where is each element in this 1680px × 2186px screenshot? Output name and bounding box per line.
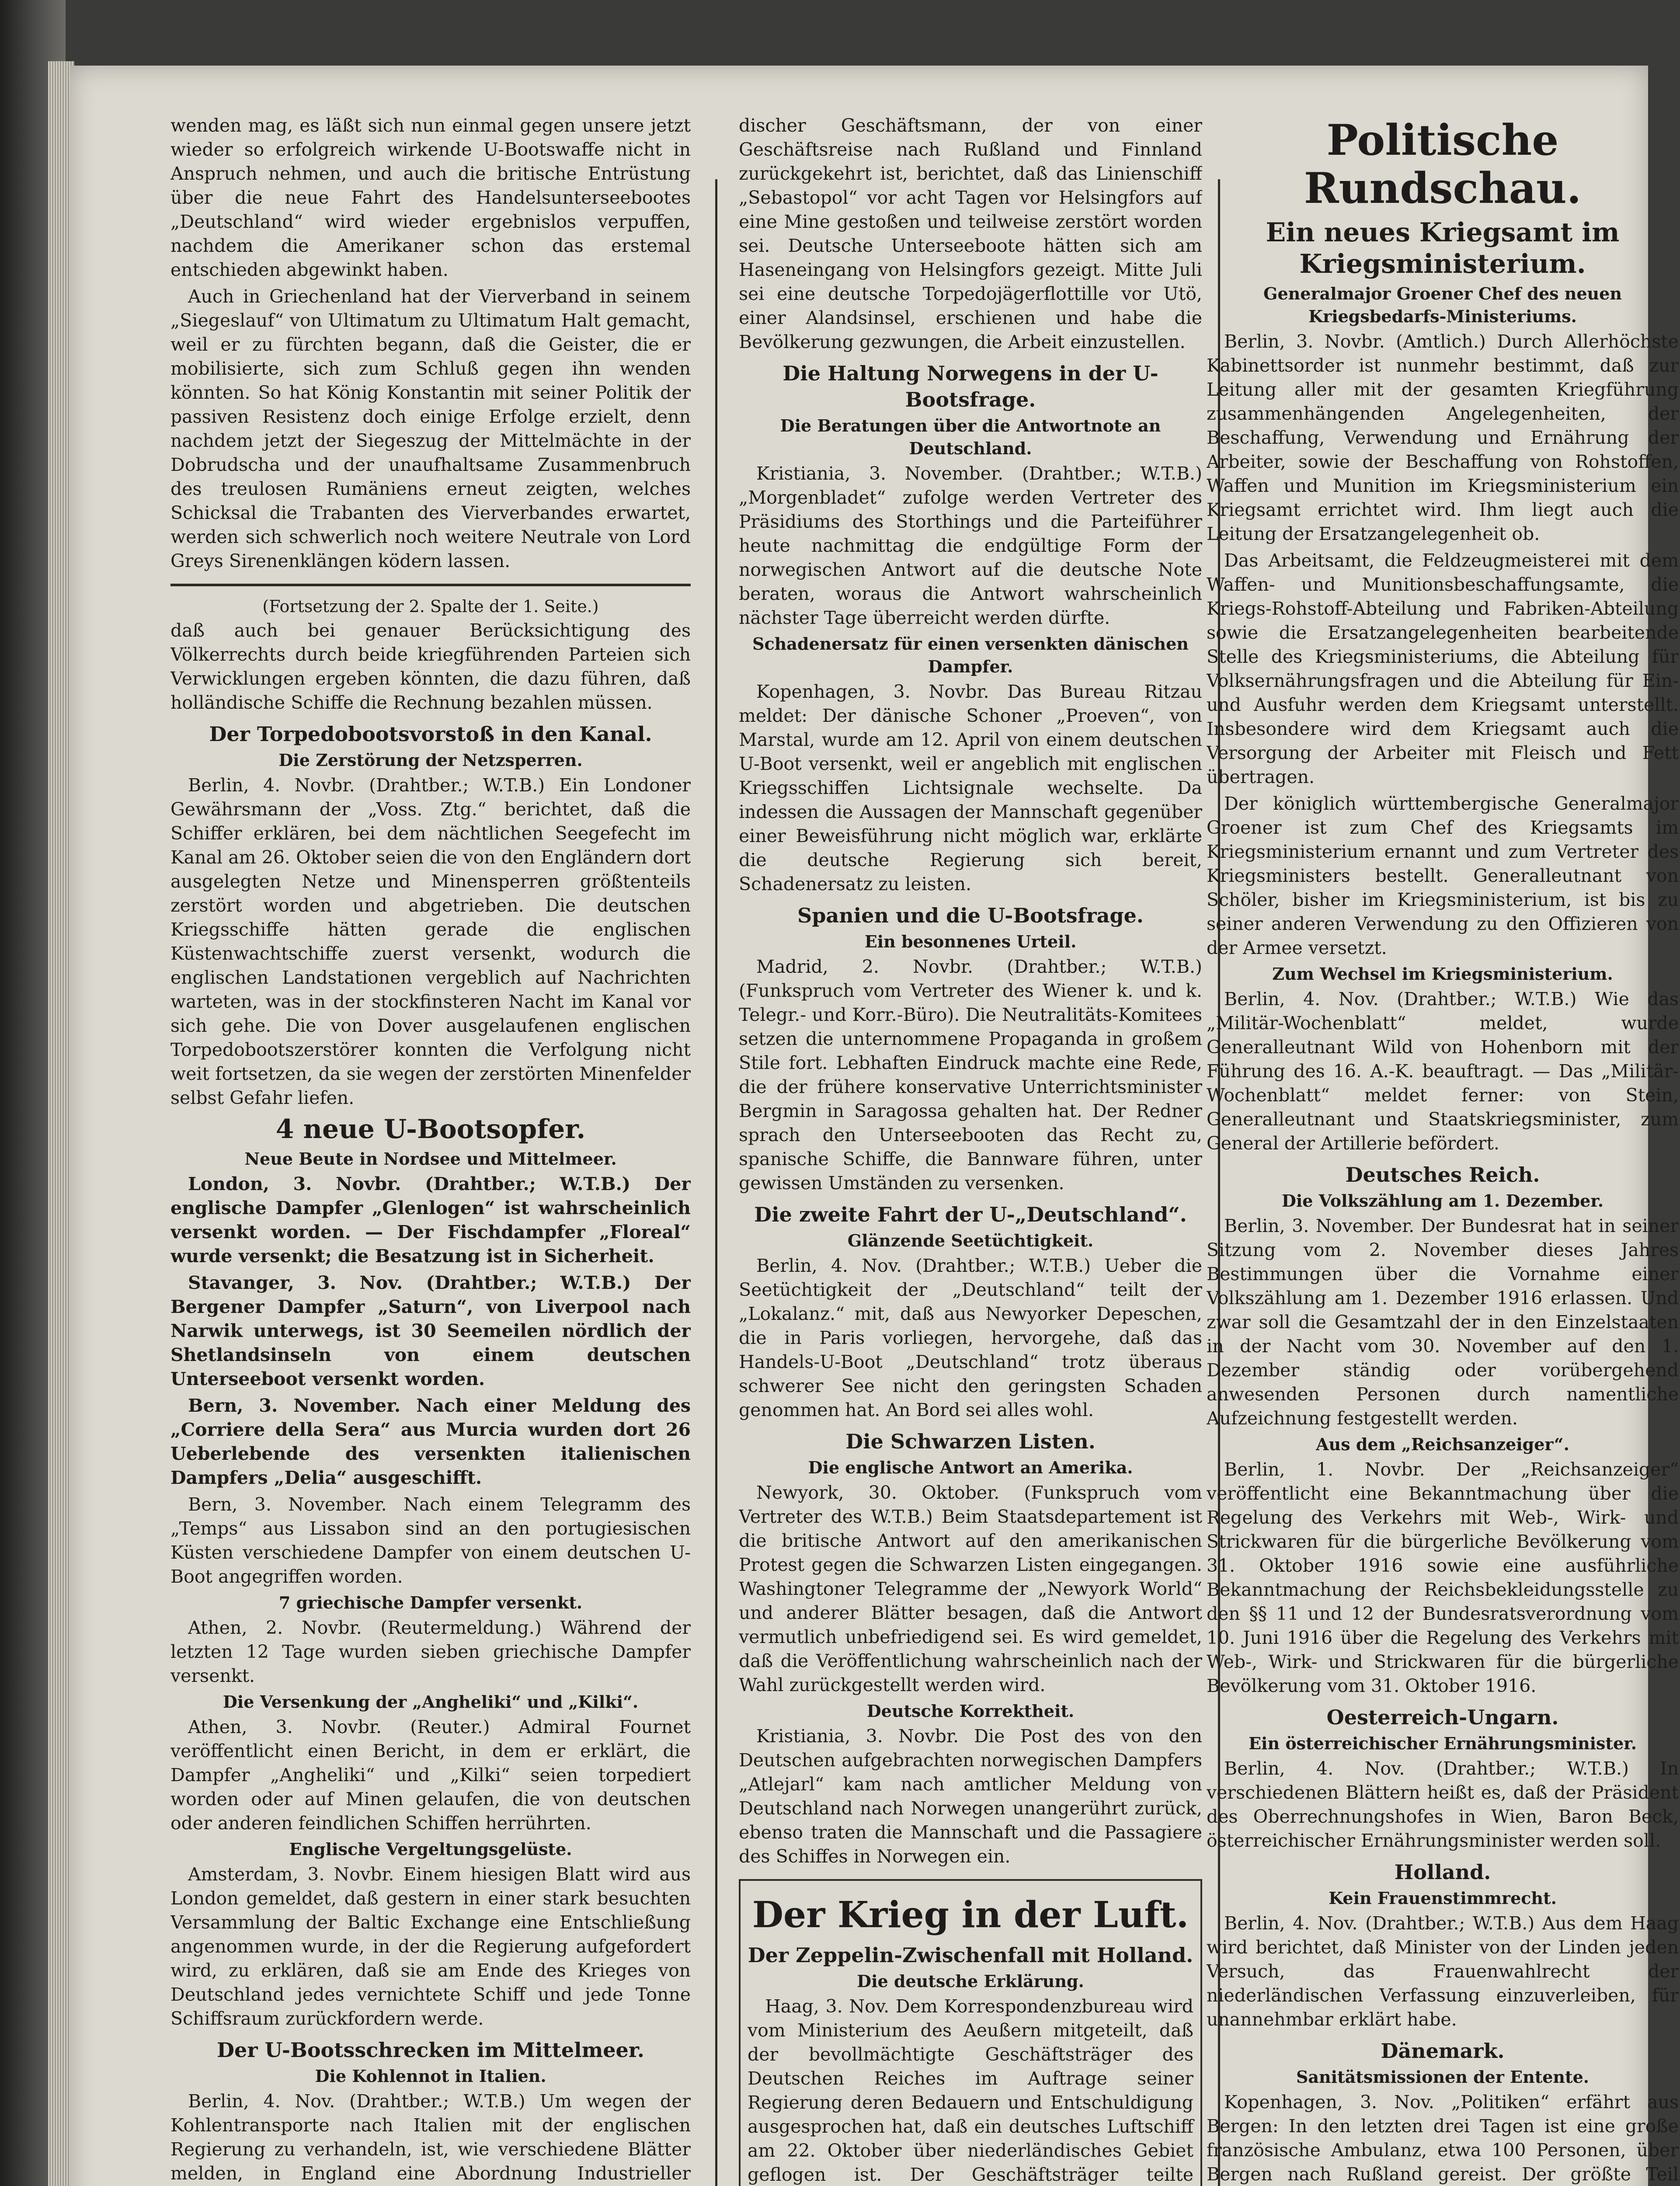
- paragraph: Amsterdam, 3. Novbr. Einem hiesigen Blatt wird aus London gemeldet, daß gestern in einer stark besuchten Versammlung der Baltic Exchange eine Entschließung angenommen wurde, in der die Regierung aufgefordert wird, zu erklären, daß sie am Ende des Krieges von Deutschland jedes vernichtete Schiff und jede Tonne Schiffsraum zurückfordern werde.: [170, 1864, 691, 2029]
- column-right: [1207, 114, 1679, 2186]
- paragraph: Haag, 3. Nov. Dem Korrespondenzbureau wird vom Ministerium des Aeußern mitgeteilt, daß der bevollmächtigte Geschäftsträger des Deutschen Reiches im Auftrage seiner Regierung deren Bedauern und Entschuldigung ausgesprochen hat, daß ein deutsches Luftschiff am 22. Oktober über niederländisches Gebiet geflogen ist. Der Geschäftsträger teilte: [748, 1996, 1193, 2185]
- article-subheadline: Glänzende Seetüchtigkeit.: [847, 1231, 1094, 1250]
- article-subheadline: Die deutsche Erklärung.: [857, 1971, 1084, 1991]
- paragraph: Berlin, 4. Nov. (Drahtber.; W.T.B.) Ueber die Seetüchtigkeit der „Deutschland“ teilt der „Lokalanz.“ mit, daß aus Newyorker Depeschen, die in Paris vorliegen, hervorgehe, daß das Handels-U-Boot „Deutschland“ trotz überaus schwerer See nicht den geringsten Schaden genommen hat. An Bord sei alles wohl.: [739, 1255, 1202, 1420]
- paragraph: Auch in Griechenland hat der Vierverband in seinem „Siegeslauf“ von Ultimatum zu Ultimatum Halt gemacht, weil er zu fürchten begann, daß die Geister, die er mobilisierte, sich zum Schluß gegen ihn wenden könnten. So hat König Konstantin mit seiner Politik der passiven Resistenz doch einige Erfolge erzielt, denn nachdem jetzt der Siegeszug der Mittelmächte in der Dobrudscha und der unaufhaltsame Zusammenbruch des treulosen Rumäniens erneut zeigten, welches Schicksal die Trabanten des Vierverbandes erwartet, werden sich schwerlich noch weitere Neutrale von Lord Greys Sirenenklängen ködern lassen.: [170, 286, 691, 571]
- article-headline: Die zweite Fahrt der U-„Deutschland“.: [754, 1203, 1187, 1226]
- paragraph: Kristiania, 3. Novbr. Die Post des von den Deutschen aufgebrachten norwegischen Dampfers „Atlejarl“ kam nach amtlicher Meldung von Deutschland nach Norwegen unangerührt zurück, ebenso traten die Mannschaft und die Passagiere des Schiffes in Norwegen ein.: [739, 1726, 1202, 1867]
- paragraph: Berlin, 1. Novbr. Der „Reichsanzeiger“ veröffentlicht eine Bekanntmachung über die Regelung des Verkehrs mit Web-, Wirk- und Strickwaren für die bürgerliche Bevölkerung vom 31. Oktober 1916 sowie eine ausführliche Bekanntmachung der Reichsbekleidungsstelle zu den §§ 11 und 12 der Bundesratsverordnung vom 10. Juni 1916 über die Regelung des Verkehrs mit Web-, Wirk- und Strickwaren für die bürgerliche Bevölkerung vom 31. Oktober 1916.: [1207, 1459, 1679, 1696]
- article-subheadline: Zum Wechsel im Kriegsministerium.: [1272, 964, 1613, 984]
- column-rule-left: [715, 179, 717, 2186]
- article-subheadline: Die Beratungen über die Antwortnote an Deutschland.: [780, 416, 1161, 458]
- paragraph: Berlin, 4. Nov. (Drahtber.; W.T.B.) In verschiedenen Blättern heißt es, daß der Präsident des Oberrechnungshofes in Wien, Baron Beck, österreichischer Ernährungsminister werden soll.: [1207, 1758, 1679, 1851]
- article-headline: Dänemark.: [1381, 2039, 1505, 2063]
- paragraph: Kopenhagen, 3. Novbr. Das Bureau Ritzau meldet: Der dänische Schoner „Proeven“, von Marstal, wurde am 12. April von einem deutschen U-Boot versenkt, weil er angeblich mit englischen Kriegsschiffen Lichtsignale wechselte. Da indessen die Aussagen der Mannschaft gegenüber einer Beweisführung nicht möglich war, erklärte die deutsche Regierung sich bereit, Schadenersatz zu leisten.: [739, 681, 1202, 895]
- article-headline: Der Zeppelin-Zwischenfall mit Holland.: [748, 1943, 1193, 1967]
- paragraph: Madrid, 2. Novbr. (Drahtber.; W.T.B.) (Funkspruch vom Vertreter des Wiener k. und k. Telegr.- und Korr.-Büro). Die Neutralitäts-Komitees setzen die unternommene Propaganda in großem Stile fort. Lebhaften Eindruck machte eine Rede, die der frühere konservative Unterrichtsminister Bergmin in Saragossa gehalten hat. Der Redner sprach den Unterseebooten das Recht zu, spanische Schiffe, die Bannware führen, unter gewissen Umständen zu versenken.: [739, 956, 1202, 1194]
- section-headline: Der Krieg in der Luft.: [752, 1894, 1189, 1936]
- article-subheadline: Ein besonnenes Urteil.: [864, 932, 1077, 951]
- article-subheadline: Kein Frauenstimmrecht.: [1329, 1888, 1557, 1908]
- paragraph: Berlin, 4. Nov. (Drahtber.; W.T.B.) Aus dem Haag wird berichtet, daß Minister von der Linden jeden Versuch, das Frauenwahlrecht der niederländischen Verfassung einzuverleiben, für unannehmbar erklärt habe.: [1207, 1913, 1679, 2030]
- column-left: [170, 114, 691, 2186]
- article-headline: Die Schwarzen Listen.: [845, 1430, 1096, 1453]
- paragraph: discher Geschäftsmann, der von einer Geschäftsreise nach Rußland und Finnland zurückgekehrt ist, berichtet, daß das Linienschiff „Sebastopol“ vor acht Tagen vor Helsingfors auf eine Mine gestoßen und teilweise zerstört worden sei. Deutsche Unterseeboote hätten sich am Haseneingang von Helsingfors gezeigt. Mitte Juli sei eine deutsche Torpedojägerflottille vor Utö, einer Alandsinsel, erschienen und habe die Bevölkerung gezwungen, die Arbeit einzustellen.: [739, 115, 1202, 352]
- article-subheadline: 7 griechische Dampfer versenkt.: [278, 1593, 583, 1612]
- article-headline: 4 neue U-Bootsopfer.: [275, 1114, 586, 1145]
- article-subheadline: Ein österreichischer Ernährungsminister.: [1249, 1733, 1637, 1753]
- article-subheadline: Schadenersatz für einen versenkten dänischen Dampfer.: [752, 634, 1189, 676]
- article-subheadline: Die Versenkung der „Angheliki“ und „Kilki“.: [223, 1692, 639, 1712]
- paragraph: Stavanger, 3. Nov. (Drahtber.; W.T.B.) Der Bergener Dampfer „Saturn“, von Liverpool nach Narwik unterwegs, ist 30 Seemeilen nördlich der Shetlandsinseln von einem deutschen Unterseeboot versenkt worden.: [170, 1272, 691, 1389]
- article-headline: Der U-Bootsschrecken im Mittelmeer.: [217, 2038, 644, 2062]
- continuation-note: (Fortsetzung der 2. Spalte der 1. Seite.): [262, 597, 599, 616]
- paragraph: Bern, 3. November. Nach einer Meldung des „Corriere della Sera“ aus Murcia wurden dort 26 Ueberlebende des versenkten italienischen Dampfers „Delia“ ausgeschifft.: [170, 1395, 691, 1488]
- article-subheadline: Englische Vergeltungsgelüste.: [289, 1839, 572, 1859]
- article-headline: Ein neues Kriegsamt im Kriegsministerium.: [1266, 217, 1620, 279]
- article-headline: Spanien und die U-Bootsfrage.: [797, 904, 1144, 927]
- paragraph: Berlin, 3. Novbr. (Amtlich.) Durch Allerhöchste Kabinettsorder ist nunmehr bestimmt, daß zur Leitung aller mit der gesamten Kriegführung zusammenhängenden Angelegenheiten, der Beschaffung, Verwendung und Ernährung der Arbeiter, sowie der Beschaffung von Rohstoffen, Waffen und Munition im Kriegsministerium ein Kriegsamt errichtet wird. Ihm liegt auch die Leitung der Ersatzangelegenheit ob.: [1207, 331, 1679, 544]
- newspaper-page: [70, 66, 1679, 2186]
- article-subheadline: Die englische Antwort an Amerika.: [808, 1458, 1133, 1477]
- paragraph: Berlin, 4. Nov. (Drahtber.; W.T.B.) Um wegen der Kohlentransporte nach Italien mit der englischen Regierung zu verhandeln, ist, wie verschiedene Blätter melden, in England eine Abordnung Industrieller: [170, 2091, 691, 2184]
- paragraph: Bern, 3. November. Nach einem Telegramm des „Temps“ aus Lissabon sind an den portugiesischen Küsten verschiedene Dampfer von einem deutschen U-Boot angegriffen worden.: [170, 1494, 691, 1587]
- paragraph: Kristiania, 3. November. (Drahtber.; W.T.B.) „Morgenbladet“ zufolge werden Vertreter des Präsidiums des Storthings und die Parteiführer heute nachmittag die endgültige Form der norwegischen Antwort auf die deutsche Note beraten, woraus die Antwort wahrscheinlich nächster Tage überreicht werden dürfte.: [739, 463, 1202, 628]
- paragraph: Newyork, 30. Oktober. (Funkspruch vom Vertreter des W.T.B.) Beim Staatsdepartement ist die britische Antwort auf den amerikanischen Protest gegen die Schwarzen Listen eingegangen. Washingtoner Telegramme der „Newyork World“ und anderer Blätter besagen, daß die Antwort vermutlich unbefriedigend sei. Es wird gemeldet, daß die Veröffentlichung wahrscheinlich nach der Wahl zurückgestellt werden wird.: [739, 1482, 1202, 1695]
- paragraph: wenden mag, es läßt sich nun einmal gegen unsere jetzt wieder so erfolgreich wirkende U-Bootswaffe nicht in Anspruch nehmen, und auch die britische Entrüstung über die neue Fahrt des Handelsunterseebootes „Deutschland“ wird wieder ergebnislos verpuffen, nachdem die Amerikaner schon das erstemal entschieden abgewinkt haben.: [170, 115, 691, 280]
- article-headline: Oesterreich-Ungarn.: [1326, 1706, 1559, 1729]
- paragraph: Athen, 2. Novbr. (Reutermeldung.) Während der letzten 12 Tage wurden sieben griechische Dampfer versenkt.: [170, 1617, 691, 1686]
- paragraph: Kopenhagen, 3. Nov. „Politiken“ erfährt aus Bergen: In den letzten drei Tagen ist eine große französische Ambulanz, etwa 100 Personen, über Bergen nach Rußland gereist. Der größte Teil: [1207, 2092, 1679, 2185]
- article-subheadline: Generalmajor Groener Chef des neuen Kriegsbedarfs-Ministeriums.: [1263, 284, 1622, 326]
- paragraph: Das Arbeitsamt, die Feldzeugmeisterei mit dem Waffen- und Munitionsbeschaffungsamte, die Kriegs-Rohstoff-Abteilung und Fabriken-Abteilung sowie die Ersatzangelegenheiten bearbeitende Stelle des Kriegsministeriums, die Abteilung für Volksernährungsfragen und die Abteilung für Ein- und Ausfuhr werden dem Kriegsamt unterstellt. Insbesondere wird dem Kriegsamt auch die Versorgung der Arbeiter mit Fleisch und Fett übertragen.: [1207, 550, 1679, 787]
- article-headline: Holland.: [1394, 1860, 1491, 1884]
- article-subheadline: Deutsche Korrektheit.: [866, 1701, 1075, 1721]
- article-headline: Die Haltung Norwegens in der U-Bootsfrage.: [783, 362, 1158, 411]
- paragraph: Berlin, 3. November. Der Bundesrat hat in seiner Sitzung vom 2. November dieses Jahres Bestimmungen über die Vornahme einer Volkszählung am 1. Dezember 1916 erlassen. Und zwar soll die Gesamtzahl der in den Einzelstaaten in der Nacht vom 30. November auf den 1. Dezember ständig oder vorübergehend anwesenden Personen durch namentliche Aufzeichnung festgestellt werden.: [1207, 1215, 1679, 1429]
- article-subheadline: Die Zerstörung der Netzsperren.: [278, 750, 583, 770]
- paragraph: Der königlich württembergische Generalmajor Groener ist zum Chef des Kriegsamts im Kriegsministerium ernannt und zum Vertreter des Kriegsministers bestellt. Generalleutnant von Schöler, bisher im Kriegsministerium, ist bis zu seiner anderen Verwendung zu den Offizieren von der Armee versetzt.: [1207, 793, 1679, 958]
- article-subheadline: Die Volkszählung am 1. Dezember.: [1281, 1191, 1604, 1211]
- article-subheadline: Aus dem „Reichsanzeiger“.: [1316, 1434, 1569, 1454]
- article-subheadline: Die Kohlennot in Italien.: [315, 2066, 546, 2086]
- section-divider: [170, 584, 691, 586]
- paragraph: London, 3. Novbr. (Drahtber.; W.T.B.) Der englische Dampfer „Glenlogen“ ist wahrscheinlich versenkt worden. — Der Fischdampfer „Floreal“ wurde versenkt; die Besatzung ist in Sicherheit.: [170, 1173, 691, 1267]
- column-middle: [739, 114, 1202, 2186]
- boxed-article: [739, 1879, 1202, 2186]
- paragraph: daß auch bei genauer Berücksichtigung des Völkerrechts durch beide kriegführenden Parteien sich Verwicklungen ergeben könnten, die dazu führen, daß holländische Schiffe die Rechnung bezahlen müssen.: [170, 620, 691, 713]
- article-subheadline: Neue Beute in Nordsee und Mittelmeer.: [244, 1149, 617, 1169]
- article-subheadline: Sanitätsmissionen der Entente.: [1296, 2067, 1590, 2087]
- paragraph: Berlin, 4. Nov. (Drahtber.; W.T.B.) Wie das „Militär-Wochenblatt“ meldet, wurde Generalleutnant Wild von Hohenborn mit der Führung des 16. A.-K. beauftragt. — Das „Militär-Wochenblatt“ meldet ferner: von Stein, Generalleutnant und Staatskriegsminister, zum General der Artillerie befördert.: [1207, 989, 1679, 1154]
- article-headline: Der Torpedobootsvorstoß in den Kanal.: [209, 722, 652, 746]
- paragraph: Berlin, 4. Novbr. (Drahtber.; W.T.B.) Ein Londoner Gewährsmann der „Voss. Ztg.“ berichtet, daß die Schiffer erklären, bei dem nächtlichen Seegefecht im Kanal am 26. Oktober seien die von den Engländern dort ausgelegten Netze und Minensperren größtenteils zerstört worden und abgetrieben. Die deutschen Kriegsschiffe hätten gerade die englischen Küstenwachtschiffe zuerst versenkt, wodurch die englischen Landstationen vergeblich auf Nachrichten warteten, was in der stockfinsteren Nacht im Kanal vor sich gehe. Die von Dover ausgelaufenen englischen Torpedobootszerstörer konnten die Verfolgung nicht weit fortsetzen, da sie wegen der zerstörten Minenfelder selbst Gefahr liefen.: [170, 775, 691, 1108]
- section-headline: Politische Rundschau.: [1304, 115, 1582, 213]
- paragraph: Athen, 3. Novbr. (Reuter.) Admiral Fournet veröffentlicht einen Bericht, in dem er erklärt, die Dampfer „Angheliki“ und „Kilki“ seien torpediert worden oder auf Minen gelaufen, die von deutschen oder anderen feindlichen Schiffen herrührten.: [170, 1716, 691, 1834]
- article-headline: Deutsches Reich.: [1345, 1163, 1540, 1187]
